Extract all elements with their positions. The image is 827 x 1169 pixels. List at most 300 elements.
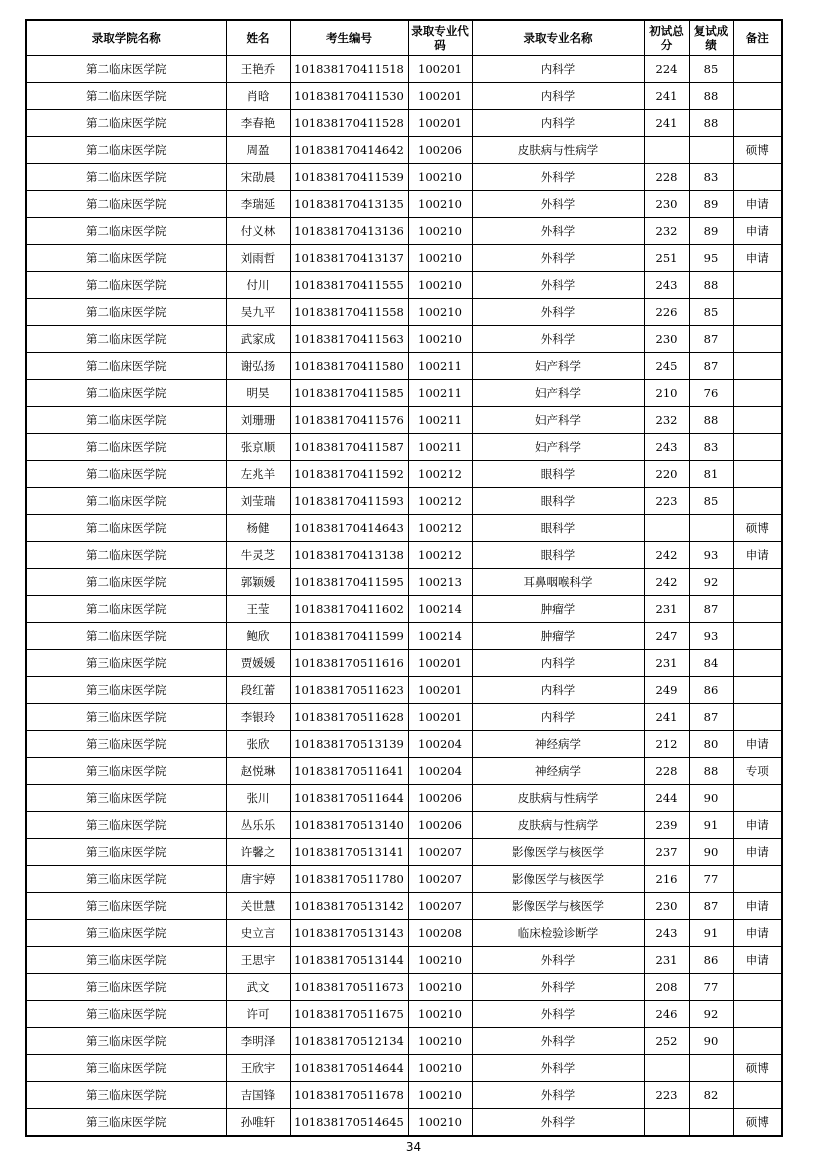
initial-score-cell: 239 bbox=[644, 812, 689, 839]
major-code-cell: 100210 bbox=[408, 299, 472, 326]
retest-score-cell: 83 bbox=[689, 164, 733, 191]
name-cell: 关世慧 bbox=[226, 893, 290, 920]
college-cell: 第三临床医学院 bbox=[26, 785, 226, 812]
major-code-cell: 100213 bbox=[408, 569, 472, 596]
initial-score-cell: 223 bbox=[644, 488, 689, 515]
table-row bbox=[26, 461, 782, 488]
major-code-cell: 100210 bbox=[408, 1001, 472, 1028]
name-cell: 李瑞延 bbox=[226, 191, 290, 218]
major-code-cell: 100201 bbox=[408, 677, 472, 704]
initial-score-cell: 251 bbox=[644, 245, 689, 272]
retest-score-cell: 93 bbox=[689, 542, 733, 569]
header-name: 姓名 bbox=[226, 20, 290, 56]
name-cell: 史立言 bbox=[226, 920, 290, 947]
college-cell: 第二临床医学院 bbox=[26, 488, 226, 515]
exam-id-cell: 101838170413138 bbox=[290, 542, 408, 569]
major-name-cell: 妇产科学 bbox=[472, 407, 644, 434]
name-cell: 付川 bbox=[226, 272, 290, 299]
college-cell: 第二临床医学院 bbox=[26, 461, 226, 488]
initial-score-cell: 252 bbox=[644, 1028, 689, 1055]
major-code-cell: 100210 bbox=[408, 218, 472, 245]
table-row bbox=[26, 380, 782, 407]
major-code-cell: 100210 bbox=[408, 1055, 472, 1082]
major-name-cell: 皮肤病与性病学 bbox=[472, 785, 644, 812]
major-code-cell: 100210 bbox=[408, 164, 472, 191]
major-code-cell: 100206 bbox=[408, 785, 472, 812]
retest-score-cell: 88 bbox=[689, 110, 733, 137]
exam-id-cell: 101838170511678 bbox=[290, 1082, 408, 1109]
college-cell: 第二临床医学院 bbox=[26, 380, 226, 407]
name-cell: 宋劭晨 bbox=[226, 164, 290, 191]
remark-cell bbox=[733, 380, 782, 407]
remark-cell bbox=[733, 326, 782, 353]
table-row bbox=[26, 1028, 782, 1055]
college-cell: 第三临床医学院 bbox=[26, 920, 226, 947]
major-code-cell: 100211 bbox=[408, 407, 472, 434]
table-row bbox=[26, 758, 782, 785]
major-code-cell: 100204 bbox=[408, 731, 472, 758]
retest-score-cell: 86 bbox=[689, 947, 733, 974]
initial-score-cell: 241 bbox=[644, 704, 689, 731]
major-name-cell: 外科学 bbox=[472, 1082, 644, 1109]
major-name-cell: 外科学 bbox=[472, 299, 644, 326]
exam-id-cell: 101838170411592 bbox=[290, 461, 408, 488]
major-code-cell: 100207 bbox=[408, 839, 472, 866]
initial-score-cell: 249 bbox=[644, 677, 689, 704]
remark-cell bbox=[733, 461, 782, 488]
remark-cell bbox=[733, 164, 782, 191]
retest-score-cell: 76 bbox=[689, 380, 733, 407]
major-name-cell: 内科学 bbox=[472, 56, 644, 83]
initial-score-cell: 242 bbox=[644, 542, 689, 569]
table-row bbox=[26, 434, 782, 461]
table-row bbox=[26, 704, 782, 731]
table-row bbox=[26, 488, 782, 515]
college-cell: 第二临床医学院 bbox=[26, 407, 226, 434]
initial-score-cell: 231 bbox=[644, 650, 689, 677]
major-code-cell: 100211 bbox=[408, 353, 472, 380]
exam-id-cell: 101838170411539 bbox=[290, 164, 408, 191]
table-row bbox=[26, 839, 782, 866]
exam-id-cell: 101838170411599 bbox=[290, 623, 408, 650]
remark-cell bbox=[733, 110, 782, 137]
major-name-cell: 妇产科学 bbox=[472, 434, 644, 461]
retest-score-cell: 89 bbox=[689, 218, 733, 245]
major-name-cell: 妇产科学 bbox=[472, 353, 644, 380]
table-row bbox=[26, 164, 782, 191]
major-code-cell: 100214 bbox=[408, 623, 472, 650]
name-cell: 张欣 bbox=[226, 731, 290, 758]
initial-score-cell: 237 bbox=[644, 839, 689, 866]
exam-id-cell: 101838170511673 bbox=[290, 974, 408, 1001]
name-cell: 鲍欣 bbox=[226, 623, 290, 650]
table-row bbox=[26, 110, 782, 137]
remark-cell: 专项 bbox=[733, 758, 782, 785]
major-code-cell: 100212 bbox=[408, 515, 472, 542]
exam-id-cell: 101838170411585 bbox=[290, 380, 408, 407]
major-code-cell: 100212 bbox=[408, 461, 472, 488]
college-cell: 第二临床医学院 bbox=[26, 218, 226, 245]
major-code-cell: 100212 bbox=[408, 542, 472, 569]
table-row bbox=[26, 650, 782, 677]
exam-id-cell: 101838170414643 bbox=[290, 515, 408, 542]
exam-id-cell: 101838170511616 bbox=[290, 650, 408, 677]
exam-id-cell: 101838170513143 bbox=[290, 920, 408, 947]
retest-score-cell: 90 bbox=[689, 1028, 733, 1055]
retest-score-cell: 91 bbox=[689, 920, 733, 947]
exam-id-cell: 101838170411576 bbox=[290, 407, 408, 434]
major-code-cell: 100212 bbox=[408, 488, 472, 515]
remark-cell: 硕博 bbox=[733, 137, 782, 164]
retest-score-cell bbox=[689, 515, 733, 542]
college-cell: 第二临床医学院 bbox=[26, 164, 226, 191]
exam-id-cell: 101838170513139 bbox=[290, 731, 408, 758]
college-cell: 第三临床医学院 bbox=[26, 1109, 226, 1137]
exam-id-cell: 101838170411555 bbox=[290, 272, 408, 299]
major-code-cell: 100206 bbox=[408, 812, 472, 839]
initial-score-cell: 246 bbox=[644, 1001, 689, 1028]
name-cell: 吴九平 bbox=[226, 299, 290, 326]
exam-id-cell: 101838170411602 bbox=[290, 596, 408, 623]
remark-cell: 申请 bbox=[733, 245, 782, 272]
exam-id-cell: 101838170512134 bbox=[290, 1028, 408, 1055]
table-row bbox=[26, 272, 782, 299]
major-code-cell: 100210 bbox=[408, 1028, 472, 1055]
college-cell: 第三临床医学院 bbox=[26, 758, 226, 785]
exam-id-cell: 101838170411528 bbox=[290, 110, 408, 137]
college-cell: 第三临床医学院 bbox=[26, 947, 226, 974]
table-row bbox=[26, 56, 782, 83]
major-name-cell: 肿瘤学 bbox=[472, 596, 644, 623]
page-number: 34 bbox=[405, 1140, 422, 1154]
exam-id-cell: 101838170511628 bbox=[290, 704, 408, 731]
major-name-cell: 外科学 bbox=[472, 1109, 644, 1137]
retest-score-cell: 88 bbox=[689, 407, 733, 434]
college-cell: 第二临床医学院 bbox=[26, 542, 226, 569]
table-row bbox=[26, 326, 782, 353]
remark-cell bbox=[733, 488, 782, 515]
college-cell: 第三临床医学院 bbox=[26, 893, 226, 920]
major-name-cell: 外科学 bbox=[472, 326, 644, 353]
major-name-cell: 内科学 bbox=[472, 110, 644, 137]
name-cell: 王思宇 bbox=[226, 947, 290, 974]
initial-score-cell: 208 bbox=[644, 974, 689, 1001]
retest-score-cell: 95 bbox=[689, 245, 733, 272]
college-cell: 第二临床医学院 bbox=[26, 56, 226, 83]
major-name-cell: 内科学 bbox=[472, 83, 644, 110]
college-cell: 第二临床医学院 bbox=[26, 299, 226, 326]
retest-score-cell: 83 bbox=[689, 434, 733, 461]
major-code-cell: 100210 bbox=[408, 1109, 472, 1137]
header-major-code: 录取专业代码 bbox=[408, 20, 472, 56]
name-cell: 明昊 bbox=[226, 380, 290, 407]
name-cell: 王艳乔 bbox=[226, 56, 290, 83]
initial-score-cell: 228 bbox=[644, 758, 689, 785]
name-cell: 王莹 bbox=[226, 596, 290, 623]
major-name-cell: 皮肤病与性病学 bbox=[472, 812, 644, 839]
retest-score-cell: 90 bbox=[689, 839, 733, 866]
retest-score-cell: 84 bbox=[689, 650, 733, 677]
exam-id-cell: 101838170513140 bbox=[290, 812, 408, 839]
major-code-cell: 100214 bbox=[408, 596, 472, 623]
table-row bbox=[26, 1001, 782, 1028]
retest-score-cell: 91 bbox=[689, 812, 733, 839]
header-retest-score: 复试成绩 bbox=[689, 20, 733, 56]
exam-id-cell: 101838170411593 bbox=[290, 488, 408, 515]
college-cell: 第三临床医学院 bbox=[26, 974, 226, 1001]
exam-id-cell: 101838170514644 bbox=[290, 1055, 408, 1082]
initial-score-cell: 245 bbox=[644, 353, 689, 380]
initial-score-cell: 232 bbox=[644, 407, 689, 434]
college-cell: 第二临床医学院 bbox=[26, 623, 226, 650]
college-cell: 第二临床医学院 bbox=[26, 83, 226, 110]
name-cell: 刘雨哲 bbox=[226, 245, 290, 272]
college-cell: 第二临床医学院 bbox=[26, 515, 226, 542]
major-name-cell: 外科学 bbox=[472, 218, 644, 245]
major-code-cell: 100210 bbox=[408, 947, 472, 974]
remark-cell: 硕博 bbox=[733, 1109, 782, 1137]
major-name-cell: 外科学 bbox=[472, 1055, 644, 1082]
retest-score-cell: 86 bbox=[689, 677, 733, 704]
major-name-cell: 眼科学 bbox=[472, 461, 644, 488]
name-cell: 谢弘扬 bbox=[226, 353, 290, 380]
table-row bbox=[26, 542, 782, 569]
name-cell: 左兆羊 bbox=[226, 461, 290, 488]
initial-score-cell: 230 bbox=[644, 326, 689, 353]
remark-cell bbox=[733, 596, 782, 623]
college-cell: 第二临床医学院 bbox=[26, 353, 226, 380]
name-cell: 郭颖媛 bbox=[226, 569, 290, 596]
remark-cell: 申请 bbox=[733, 920, 782, 947]
table-row bbox=[26, 920, 782, 947]
college-cell: 第三临床医学院 bbox=[26, 1082, 226, 1109]
remark-cell bbox=[733, 56, 782, 83]
major-name-cell: 皮肤病与性病学 bbox=[472, 137, 644, 164]
table-row bbox=[26, 1082, 782, 1109]
major-code-cell: 100210 bbox=[408, 245, 472, 272]
name-cell: 张川 bbox=[226, 785, 290, 812]
remark-cell bbox=[733, 623, 782, 650]
major-code-cell: 100208 bbox=[408, 920, 472, 947]
college-cell: 第二临床医学院 bbox=[26, 110, 226, 137]
name-cell: 许馨之 bbox=[226, 839, 290, 866]
major-name-cell: 影像医学与核医学 bbox=[472, 893, 644, 920]
major-name-cell: 外科学 bbox=[472, 272, 644, 299]
major-name-cell: 影像医学与核医学 bbox=[472, 839, 644, 866]
retest-score-cell: 87 bbox=[689, 704, 733, 731]
major-name-cell: 神经病学 bbox=[472, 758, 644, 785]
major-code-cell: 100210 bbox=[408, 1082, 472, 1109]
exam-id-cell: 101838170511780 bbox=[290, 866, 408, 893]
name-cell: 赵悦琳 bbox=[226, 758, 290, 785]
exam-id-cell: 101838170411580 bbox=[290, 353, 408, 380]
initial-score-cell bbox=[644, 137, 689, 164]
table-row bbox=[26, 731, 782, 758]
initial-score-cell: 243 bbox=[644, 434, 689, 461]
major-name-cell: 外科学 bbox=[472, 974, 644, 1001]
table-body bbox=[26, 56, 782, 1137]
major-name-cell: 肿瘤学 bbox=[472, 623, 644, 650]
name-cell: 牛灵芝 bbox=[226, 542, 290, 569]
remark-cell bbox=[733, 785, 782, 812]
initial-score-cell: 212 bbox=[644, 731, 689, 758]
table-row bbox=[26, 137, 782, 164]
major-code-cell: 100211 bbox=[408, 434, 472, 461]
initial-score-cell: 216 bbox=[644, 866, 689, 893]
retest-score-cell: 77 bbox=[689, 974, 733, 1001]
college-cell: 第二临床医学院 bbox=[26, 596, 226, 623]
retest-score-cell: 92 bbox=[689, 1001, 733, 1028]
major-name-cell: 眼科学 bbox=[472, 542, 644, 569]
exam-id-cell: 101838170411563 bbox=[290, 326, 408, 353]
initial-score-cell: 244 bbox=[644, 785, 689, 812]
major-code-cell: 100207 bbox=[408, 893, 472, 920]
remark-cell: 申请 bbox=[733, 731, 782, 758]
college-cell: 第二临床医学院 bbox=[26, 434, 226, 461]
name-cell: 李银玲 bbox=[226, 704, 290, 731]
header-major-name: 录取专业名称 bbox=[472, 20, 644, 56]
remark-cell bbox=[733, 353, 782, 380]
exam-id-cell: 101838170511644 bbox=[290, 785, 408, 812]
college-cell: 第三临床医学院 bbox=[26, 1001, 226, 1028]
table-row bbox=[26, 974, 782, 1001]
remark-cell bbox=[733, 407, 782, 434]
initial-score-cell: 220 bbox=[644, 461, 689, 488]
retest-score-cell: 85 bbox=[689, 488, 733, 515]
major-code-cell: 100201 bbox=[408, 110, 472, 137]
retest-score-cell: 89 bbox=[689, 191, 733, 218]
name-cell: 张京顺 bbox=[226, 434, 290, 461]
initial-score-cell: 230 bbox=[644, 191, 689, 218]
remark-cell: 申请 bbox=[733, 893, 782, 920]
college-cell: 第二临床医学院 bbox=[26, 326, 226, 353]
retest-score-cell: 87 bbox=[689, 326, 733, 353]
table-row bbox=[26, 407, 782, 434]
name-cell: 刘莹瑞 bbox=[226, 488, 290, 515]
major-code-cell: 100210 bbox=[408, 272, 472, 299]
name-cell: 肖晗 bbox=[226, 83, 290, 110]
major-name-cell: 神经病学 bbox=[472, 731, 644, 758]
exam-id-cell: 101838170514645 bbox=[290, 1109, 408, 1137]
college-cell: 第三临床医学院 bbox=[26, 650, 226, 677]
retest-score-cell bbox=[689, 1109, 733, 1137]
name-cell: 王欣宇 bbox=[226, 1055, 290, 1082]
table-row bbox=[26, 1055, 782, 1082]
retest-score-cell: 88 bbox=[689, 83, 733, 110]
remark-cell bbox=[733, 272, 782, 299]
table-row bbox=[26, 245, 782, 272]
major-code-cell: 100207 bbox=[408, 866, 472, 893]
major-name-cell: 外科学 bbox=[472, 1001, 644, 1028]
exam-id-cell: 101838170513141 bbox=[290, 839, 408, 866]
table-row bbox=[26, 569, 782, 596]
initial-score-cell: 231 bbox=[644, 947, 689, 974]
header-row bbox=[26, 20, 782, 56]
retest-score-cell bbox=[689, 137, 733, 164]
initial-score-cell: 230 bbox=[644, 893, 689, 920]
major-name-cell: 眼科学 bbox=[472, 515, 644, 542]
header-college: 录取学院名称 bbox=[26, 20, 226, 56]
major-code-cell: 100201 bbox=[408, 83, 472, 110]
name-cell: 许可 bbox=[226, 1001, 290, 1028]
major-code-cell: 100210 bbox=[408, 974, 472, 1001]
table-row bbox=[26, 191, 782, 218]
exam-id-cell: 101838170411530 bbox=[290, 83, 408, 110]
initial-score-cell: 210 bbox=[644, 380, 689, 407]
remark-cell: 申请 bbox=[733, 191, 782, 218]
exam-id-cell: 101838170411558 bbox=[290, 299, 408, 326]
college-cell: 第三临床医学院 bbox=[26, 1055, 226, 1082]
remark-cell bbox=[733, 1001, 782, 1028]
exam-id-cell: 101838170411587 bbox=[290, 434, 408, 461]
table-row bbox=[26, 218, 782, 245]
remark-cell bbox=[733, 434, 782, 461]
remark-cell: 硕博 bbox=[733, 1055, 782, 1082]
exam-id-cell: 101838170411595 bbox=[290, 569, 408, 596]
retest-score-cell: 92 bbox=[689, 569, 733, 596]
remark-cell: 申请 bbox=[733, 839, 782, 866]
remark-cell: 硕博 bbox=[733, 515, 782, 542]
retest-score-cell: 93 bbox=[689, 623, 733, 650]
table-row bbox=[26, 785, 782, 812]
exam-id-cell: 101838170413137 bbox=[290, 245, 408, 272]
initial-score-cell: 226 bbox=[644, 299, 689, 326]
major-code-cell: 100201 bbox=[408, 56, 472, 83]
exam-id-cell: 101838170513142 bbox=[290, 893, 408, 920]
remark-cell bbox=[733, 1082, 782, 1109]
exam-id-cell: 101838170511623 bbox=[290, 677, 408, 704]
exam-id-cell: 101838170511675 bbox=[290, 1001, 408, 1028]
initial-score-cell: 224 bbox=[644, 56, 689, 83]
table-row bbox=[26, 893, 782, 920]
table-row bbox=[26, 623, 782, 650]
initial-score-cell: 247 bbox=[644, 623, 689, 650]
table-row bbox=[26, 1109, 782, 1137]
exam-id-cell: 101838170413135 bbox=[290, 191, 408, 218]
name-cell: 李明泽 bbox=[226, 1028, 290, 1055]
exam-id-cell: 101838170411518 bbox=[290, 56, 408, 83]
admission-table bbox=[25, 19, 783, 1137]
remark-cell: 申请 bbox=[733, 947, 782, 974]
major-code-cell: 100210 bbox=[408, 191, 472, 218]
initial-score-cell: 228 bbox=[644, 164, 689, 191]
initial-score-cell bbox=[644, 1109, 689, 1137]
remark-cell bbox=[733, 704, 782, 731]
initial-score-cell bbox=[644, 1055, 689, 1082]
major-code-cell: 100201 bbox=[408, 650, 472, 677]
college-cell: 第三临床医学院 bbox=[26, 704, 226, 731]
major-name-cell: 妇产科学 bbox=[472, 380, 644, 407]
initial-score-cell: 231 bbox=[644, 596, 689, 623]
name-cell: 丛乐乐 bbox=[226, 812, 290, 839]
header-exam-id: 考生编号 bbox=[290, 20, 408, 56]
retest-score-cell: 87 bbox=[689, 893, 733, 920]
initial-score-cell: 242 bbox=[644, 569, 689, 596]
major-name-cell: 外科学 bbox=[472, 164, 644, 191]
name-cell: 付义林 bbox=[226, 218, 290, 245]
remark-cell bbox=[733, 569, 782, 596]
name-cell: 周盈 bbox=[226, 137, 290, 164]
retest-score-cell: 81 bbox=[689, 461, 733, 488]
retest-score-cell: 85 bbox=[689, 56, 733, 83]
table-row bbox=[26, 866, 782, 893]
name-cell: 李春艳 bbox=[226, 110, 290, 137]
major-code-cell: 100206 bbox=[408, 137, 472, 164]
remark-cell: 申请 bbox=[733, 542, 782, 569]
retest-score-cell: 87 bbox=[689, 353, 733, 380]
college-cell: 第二临床医学院 bbox=[26, 245, 226, 272]
college-cell: 第三临床医学院 bbox=[26, 812, 226, 839]
